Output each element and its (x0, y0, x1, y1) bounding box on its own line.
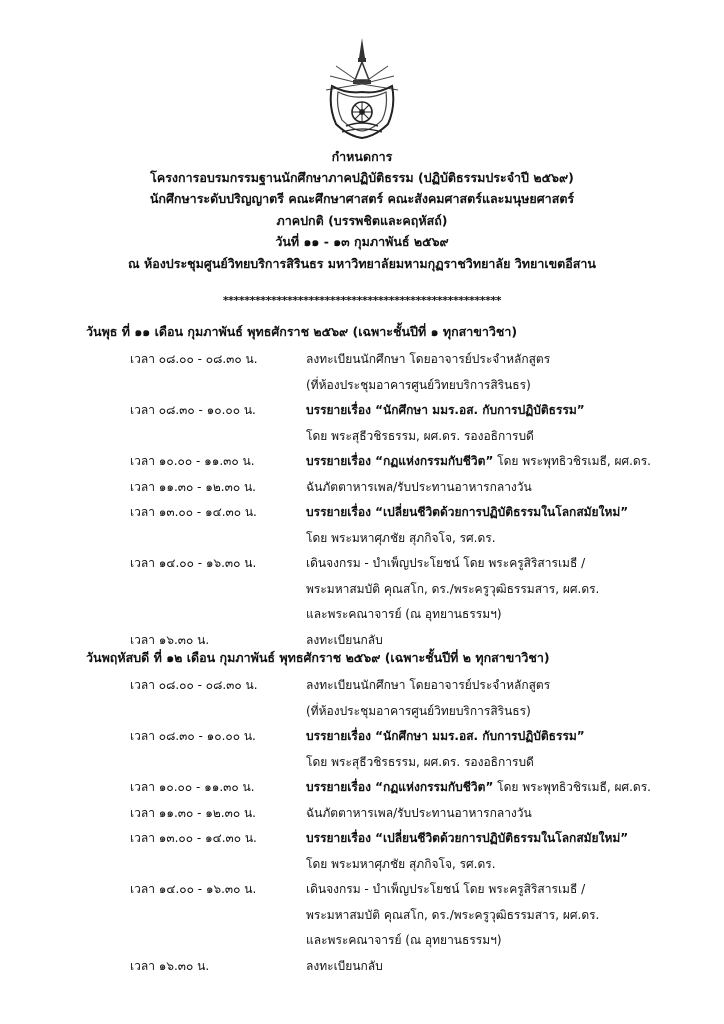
activity-text: โดย พระมหาศุภชัย สุภกิจโจ, รศ.ดร. (306, 530, 496, 545)
schedule-activity (306, 779, 651, 795)
activity-text: พระมหาสมบัติ คุณสโก, ดร./พระครูวุฒิธรรมสาร, ผศ.ดร. (306, 907, 600, 922)
schedule-activity (306, 504, 628, 520)
schedule-activity (306, 453, 651, 469)
activity-text: โดย พระสุธีวชิรธรรม, ผศ.ดร. รองอธิการบดี (306, 754, 534, 769)
schedule-activity (306, 581, 599, 597)
schedule-time: เวลา ๐๘.๓๐ - ๑๐.๐๐ น. (130, 729, 256, 743)
schedule-time: เวลา ๑๐.๐๐ - ๑๑.๓๐ น. (130, 780, 255, 794)
activity-text: ลงทะเบียนกลับ (306, 632, 383, 647)
schedule-activity (306, 830, 628, 846)
schedule-time: เวลา ๑๖.๓๐ น. (130, 958, 210, 973)
schedule-time: เวลา ๐๘.๐๐ - ๐๘.๓๐ น. (130, 678, 258, 692)
venue: ณ ห้องประชุมศูนย์วิทยบริการสิรินธร มหาวิทยาลัยมหามกุฏราชวิทยาลัย วิทยาเขตอีสาน (128, 256, 596, 271)
activity-title: บรรยายเรื่อง “กฏแห่งกรรมกับชีวิต” (306, 454, 494, 468)
schedule-activity (306, 856, 496, 872)
schedule-activity (306, 351, 550, 367)
schedule-activity (306, 958, 383, 974)
schedule-time: เวลา ๑๖.๓๐ น. (130, 632, 210, 647)
schedule-time: เวลา ๑๓.๐๐ - ๑๔.๓๐ น. (130, 831, 257, 845)
schedule-activity (306, 703, 531, 719)
day-heading: วันพุธ ที่ ๑๑ เดือน กุมภาพันธ์ พุทธศักราช ๒๕๖๙ (เฉพาะชั้นปีที่ ๑ ทุกสาขาวิชา) (86, 324, 518, 339)
schedule-activity (306, 932, 502, 948)
participants: นักศึกษาระดับปริญญาตรี คณะศึกษาศาสตร์ คณะสังคมศาสตร์และมนุษยศาสตร์ (149, 191, 575, 206)
activity-text: โดย พระมหาศุภชัย สุภกิจโจ, รศ.ดร. (306, 856, 496, 871)
activity-text: เดินจงกรม - บำเพ็ญประโยชน์ โดย พระครูสิริสารเมธี / (306, 556, 586, 570)
activity-text: โดย พระพุทธิวชิรเมธี, ผศ.ดร. (493, 454, 651, 468)
activity-title: บรรยายเรื่อง “กฏแห่งกรรมกับชีวิต” (306, 780, 494, 794)
schedule-time: เวลา ๑๑.๓๐ - ๑๒.๓๐ น. (130, 479, 256, 494)
project-name: โครงการอบรมกรรมฐานนักศึกษาภาคปฏิบัติธรรม (ปฏิบัติธรรมประจำปี ๒๕๖๙) (150, 170, 574, 185)
activity-title: บรรยายเรื่อง “เปลี่ยนชีวิตด้วยการปฏิบัติธรรมในโลกสมัยใหม่” (306, 831, 629, 845)
university-emblem-icon (322, 36, 402, 142)
schedule-activity (306, 677, 550, 693)
activity-text: ลงทะเบียนนักศึกษา โดยอาจารย์ประจำหลักสูตร (306, 678, 551, 692)
activity-text: ฉันภัตตาหารเพล/รับประทานอาหารกลางวัน (306, 479, 532, 494)
activity-text: (ที่ห้องประชุมอาคารศูนย์วิทยบริการสิรินธร) (306, 377, 531, 392)
activity-text: พระมหาสมบัติ คุณสโก, ดร./พระครูวุฒิธรรมสาร, ผศ.ดร. (306, 581, 600, 596)
program-type: ภาคปกติ (บรรพชิตและคฤหัสถ์) (276, 213, 448, 228)
activity-title: บรรยายเรื่อง “นักศึกษา มมร.อส. กับการปฏิบัติธรรม” (306, 729, 585, 743)
schedule-activity (306, 805, 532, 821)
schedule-activity (306, 754, 534, 770)
schedule-time: เวลา ๑๑.๓๐ - ๑๒.๓๐ น. (130, 805, 256, 820)
activity-text: ลงทะเบียนกลับ (306, 958, 383, 973)
document-title: กำหนดการ (331, 149, 393, 164)
day-heading: วันพฤหัสบดี ที่ ๑๒ เดือน กุมภาพันธ์ พุทธศักราช ๒๕๖๙ (เฉพาะชั้นปีที่ ๒ ทุกสาขาวิชา) (86, 650, 550, 665)
activity-text: ลงทะเบียนนักศึกษา โดยอาจารย์ประจำหลักสูตร (306, 352, 551, 366)
schedule-time: เวลา ๐๘.๐๐ - ๐๘.๓๐ น. (130, 352, 258, 366)
schedule-activity (306, 907, 599, 923)
schedule-time: เวลา ๐๘.๓๐ - ๑๐.๐๐ น. (130, 403, 256, 417)
schedule-activity (306, 632, 383, 648)
activity-text: (ที่ห้องประชุมอาคารศูนย์วิทยบริการสิรินธร) (306, 703, 531, 718)
schedule-activity (306, 728, 585, 744)
event-dates: วันที่ ๑๑ - ๑๓ กุมภาพันธ์ ๒๕๖๙ (275, 234, 449, 249)
activity-text: โดย พระพุทธิวชิรเมธี, ผศ.ดร. (493, 780, 651, 794)
activity-text: ฉันภัตตาหารเพล/รับประทานอาหารกลางวัน (306, 805, 532, 820)
schedule-activity (306, 402, 585, 418)
divider: **************************************************** (222, 294, 502, 307)
activity-text: และพระคณาจารย์ (ณ อุทยานธรรมฯ) (306, 933, 502, 947)
schedule-activity (306, 530, 496, 546)
activity-title: บรรยายเรื่อง “นักศึกษา มมร.อส. กับการปฏิบัติธรรม” (306, 403, 585, 417)
schedule-activity (306, 606, 502, 622)
schedule-activity (306, 479, 532, 495)
schedule-time: เวลา ๑๐.๐๐ - ๑๑.๓๐ น. (130, 454, 255, 468)
schedule-activity (306, 881, 585, 897)
activity-text: โดย พระสุธีวชิรธรรม, ผศ.ดร. รองอธิการบดี (306, 428, 534, 443)
schedule-activity (306, 377, 531, 393)
schedule-activity (306, 428, 534, 444)
schedule-time: เวลา ๑๔.๐๐ - ๑๖.๓๐ น. (130, 556, 257, 570)
activity-text: และพระคณาจารย์ (ณ อุทยานธรรมฯ) (306, 607, 502, 621)
schedule-time: เวลา ๑๓.๐๐ - ๑๔.๓๐ น. (130, 505, 257, 519)
activity-text: เดินจงกรม - บำเพ็ญประโยชน์ โดย พระครูสิริสารเมธี / (306, 882, 586, 896)
schedule-activity (306, 555, 585, 571)
activity-title: บรรยายเรื่อง “เปลี่ยนชีวิตด้วยการปฏิบัติธรรมในโลกสมัยใหม่” (306, 505, 629, 519)
schedule-time: เวลา ๑๔.๐๐ - ๑๖.๓๐ น. (130, 882, 257, 896)
